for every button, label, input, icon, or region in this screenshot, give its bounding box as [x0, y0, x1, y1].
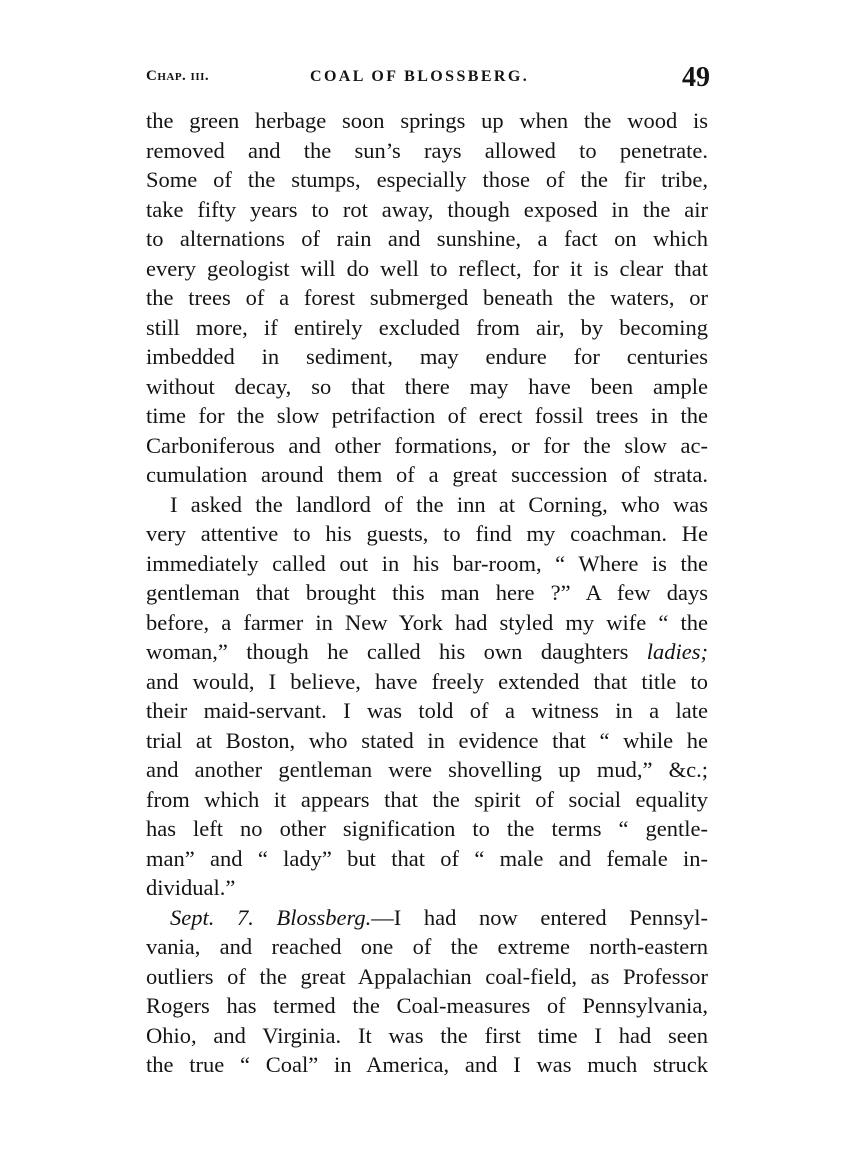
text-line: dividual.”: [146, 875, 236, 900]
paragraph-first-line: I asked the landlord of the inn at Corning, who was: [170, 491, 708, 517]
text-line: still more, if entirely excluded from air, by becoming: [146, 314, 708, 340]
text-line: from which it appears that the spirit of social equality: [146, 786, 708, 812]
running-title: COAL OF BLOSSBERG.: [310, 68, 530, 85]
text-line: trial at Boston, who stated in evidence that “ while he: [146, 727, 708, 753]
italic-word: ladies;: [646, 639, 708, 664]
text-line: imbedded in sediment, may endure for centuries: [146, 344, 708, 369]
text-line: [146, 637, 708, 667]
text-line: time for the slow petrifaction of erect fossil trees in the: [146, 403, 708, 428]
text-line: vania, and reached one of the extreme north-eastern: [146, 934, 708, 959]
text-line: Ohio, and Virginia. It was the first time I had seen: [146, 1022, 708, 1048]
page-number: 49: [682, 62, 710, 93]
text-line: every geologist will do well to reflect, for it is clear that: [146, 255, 708, 281]
dateline: Sept. 7. Blossberg.: [170, 904, 372, 930]
text-line: gentleman that brought this man here ?” A few days: [146, 580, 708, 605]
text-line: Some of the stumps, especially those of the fir tribe,: [146, 167, 708, 192]
text-line: Rogers has termed the Coal-measures of Pennsylvania,: [146, 993, 708, 1018]
text-line: immediately called out in his bar-room, “ Where is the: [146, 550, 708, 576]
text-line: the green herbage soon springs up when the wood is: [146, 108, 708, 133]
text-line: take fifty years to rot away, though exposed in the air: [146, 196, 708, 222]
text-line: before, a farmer in New York had styled my wife “ the: [146, 609, 708, 635]
text-line: has left no other signification to the terms “ gentle-: [146, 816, 708, 841]
paragraph-first-line: [146, 903, 708, 933]
text-segment: —I had now entered Pennsyl-: [371, 904, 708, 930]
text-line: removed and the sun’s rays allowed to penetrate.: [146, 137, 708, 163]
body-text: [146, 106, 708, 1080]
text-line: man” and “ lady” but that of “ male and female in-: [146, 845, 708, 871]
text-line: without decay, so that there may have been ample: [146, 373, 708, 399]
text-line: to alternations of rain and sunshine, a fact on which: [146, 226, 708, 251]
text-line: very attentive to his guests, to find my coachman. He: [146, 521, 708, 546]
text-line: the trees of a forest submerged beneath the waters, or: [146, 285, 708, 310]
text-line: and another gentleman were shovelling up mud,” &c.;: [146, 757, 708, 782]
text-line: the true “ Coal” in America, and I was much struck: [146, 1052, 708, 1077]
running-header: [146, 62, 712, 96]
text-line: Carboniferous and other formations, or for the slow ac-: [146, 432, 708, 458]
chapter-label: Chap. iii.: [146, 68, 210, 84]
text-line: cumulation around them of a great succession of strata.: [146, 462, 708, 487]
text-line: their maid-servant. I was told of a witness in a late: [146, 698, 708, 723]
text-segment: woman,” though he called his own daughters: [146, 639, 647, 664]
text-line: outliers of the great Appalachian coal-field, as Professor: [146, 963, 708, 989]
text-line: and would, I believe, have freely extended that title to: [146, 668, 708, 694]
